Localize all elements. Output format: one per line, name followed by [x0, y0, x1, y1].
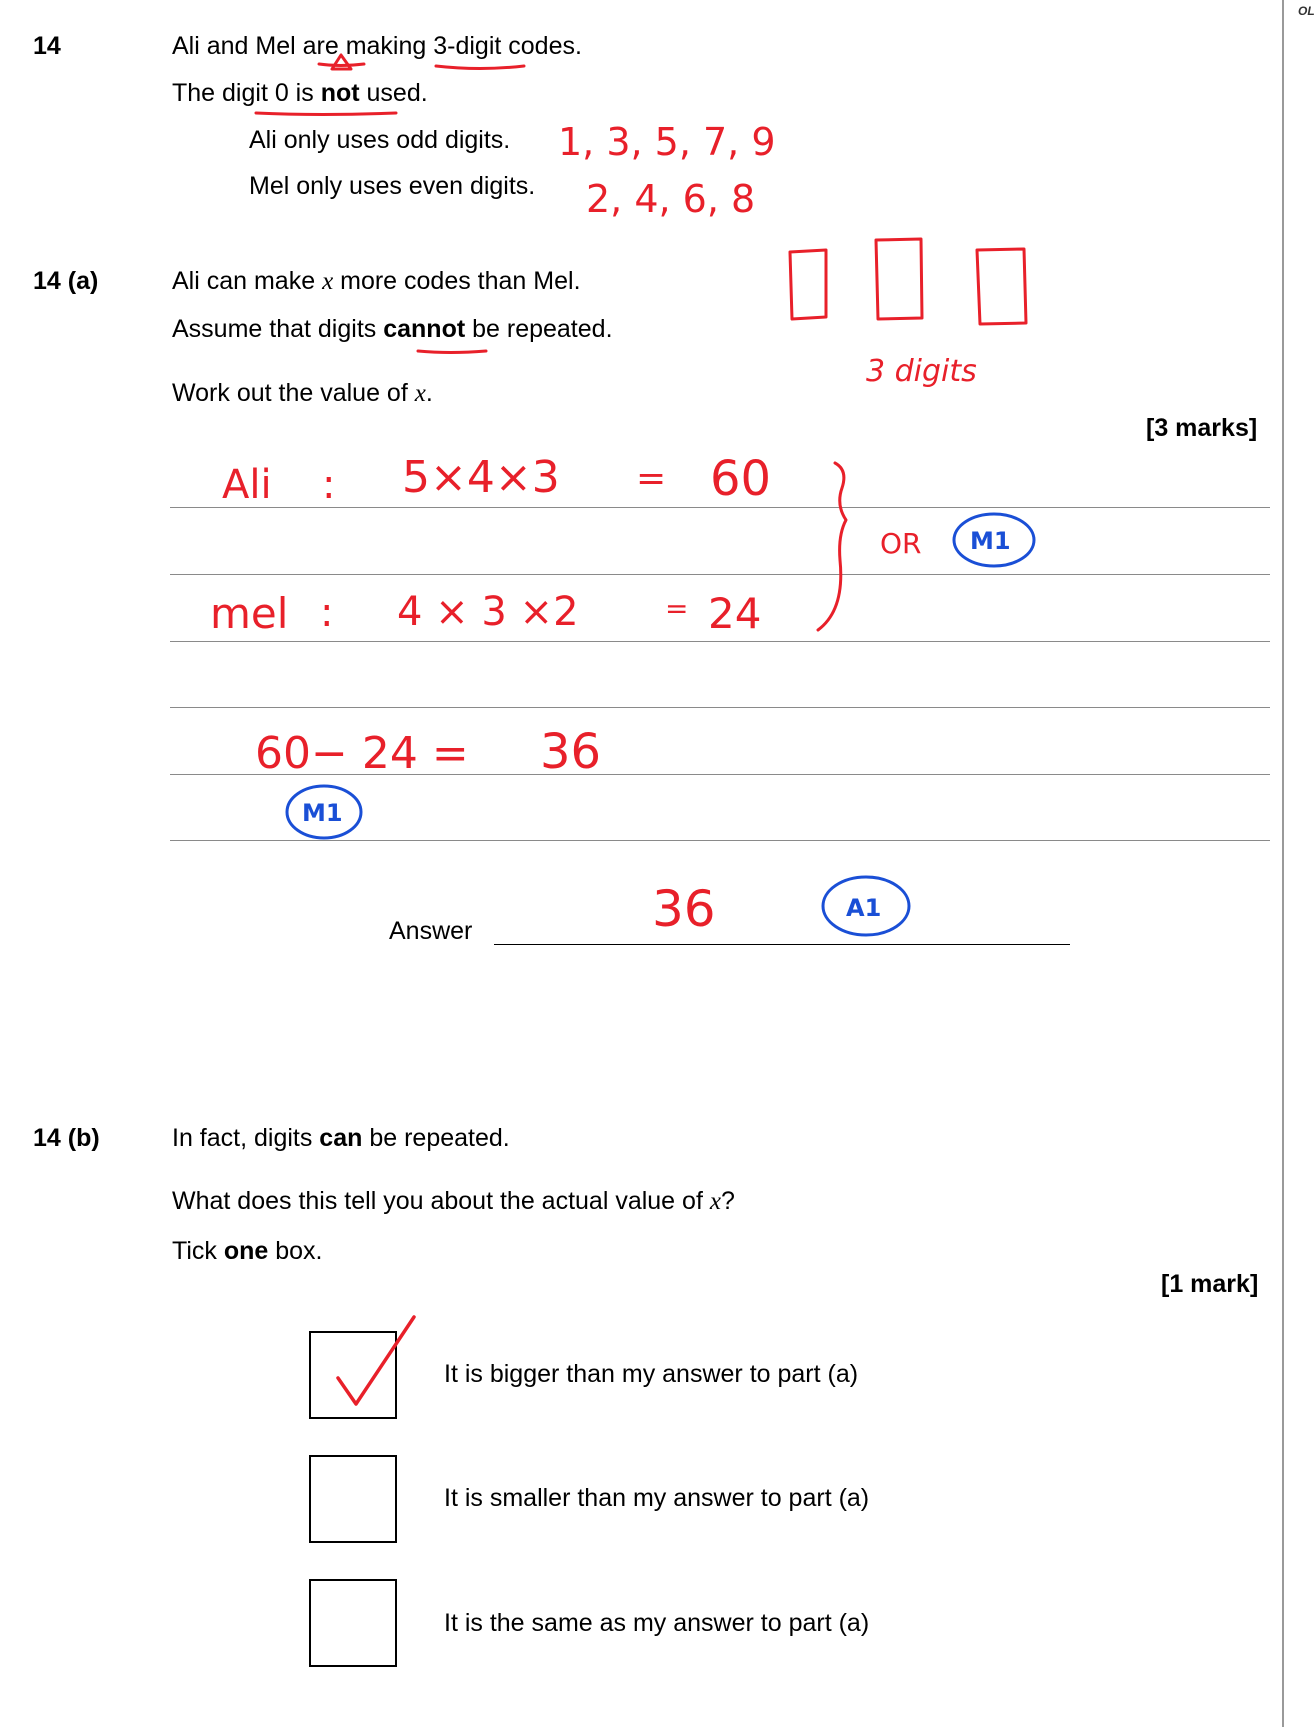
question-intro-line2: The digit 0 is not used.: [172, 79, 428, 107]
emphasis-cannot: cannot: [383, 315, 466, 343]
ali-working-result: 60: [710, 451, 772, 507]
mel-working-equals: =: [665, 592, 689, 625]
question-intro-line1: Ali and Mel are making 3-digit codes.: [172, 32, 582, 60]
option-same-text: It is the same as my answer to part (a): [444, 1609, 870, 1637]
question-number: 14: [33, 32, 61, 60]
emphasis-can: can: [319, 1124, 363, 1152]
subtraction-working: 60− 24 =: [255, 728, 469, 779]
brace-curve: [818, 463, 846, 630]
part-b-line3: Tick one box.: [172, 1237, 323, 1265]
part-a-line1: Ali can make x more codes than Mel.: [172, 267, 581, 295]
ali-rule-text: Ali only uses odd digits.: [249, 126, 511, 154]
emphasis-one: one: [223, 1237, 269, 1265]
part-a-line3: Work out the value of x.: [172, 379, 433, 407]
underline-cannot: [418, 351, 486, 353]
underline-3-digit: [436, 66, 524, 69]
part-a-marks: [3 marks]: [1146, 414, 1258, 442]
answer-label: Answer: [389, 917, 473, 945]
option-smaller-text: It is smaller than my answer to part (a): [444, 1484, 870, 1512]
digit-box-2: [876, 239, 922, 319]
digit-box-1: [790, 250, 826, 319]
mark-m1-brace: M1: [970, 527, 1011, 555]
variable-x: x: [709, 1188, 721, 1215]
mel-rule-text: Mel only uses even digits.: [249, 172, 536, 200]
underline-are: [319, 64, 364, 66]
tick-mark: [338, 1317, 414, 1404]
option-bigger-text: It is bigger than my answer to part (a): [444, 1360, 859, 1388]
digit-box-3: [977, 249, 1026, 324]
underline-digit-0: [256, 113, 396, 115]
or-note: OR: [880, 527, 922, 560]
even-digits-note: 2, 4, 6, 8: [586, 177, 756, 221]
ali-working-label: Ali: [222, 462, 272, 508]
emphasis-not: not: [320, 79, 360, 107]
mel-working-calc: 4 × 3 ×2: [397, 589, 579, 635]
odd-digits-note: 1, 3, 5, 7, 9: [558, 120, 776, 164]
mel-working-result: 24: [708, 589, 762, 638]
three-digits-note: 3 digits: [866, 354, 977, 389]
final-answer: 36: [652, 880, 716, 938]
part-b-label: 14 (b): [33, 1124, 100, 1152]
mel-working-colon: :: [320, 590, 334, 636]
variable-x: x: [414, 380, 426, 407]
part-b-line2: What does this tell you about the actual value of x?: [172, 1187, 735, 1215]
ali-working-colon: :: [322, 462, 336, 508]
variable-x: x: [322, 268, 334, 295]
ali-working-equals: =: [636, 458, 667, 499]
part-b-marks: [1 mark]: [1161, 1270, 1259, 1298]
subtraction-result: 36: [540, 724, 602, 780]
page-corner-code: OL: [1298, 4, 1315, 18]
part-a-label: 14 (a): [33, 267, 99, 295]
mel-working-label: mel: [210, 589, 289, 638]
mark-a1: A1: [846, 894, 882, 922]
mark-m1-working: M1: [302, 799, 343, 827]
part-a-line2: Assume that digits cannot be repeated.: [172, 315, 613, 343]
part-b-line1: In fact, digits can be repeated.: [172, 1124, 510, 1152]
ali-working-calc: 5×4×3: [402, 452, 560, 503]
